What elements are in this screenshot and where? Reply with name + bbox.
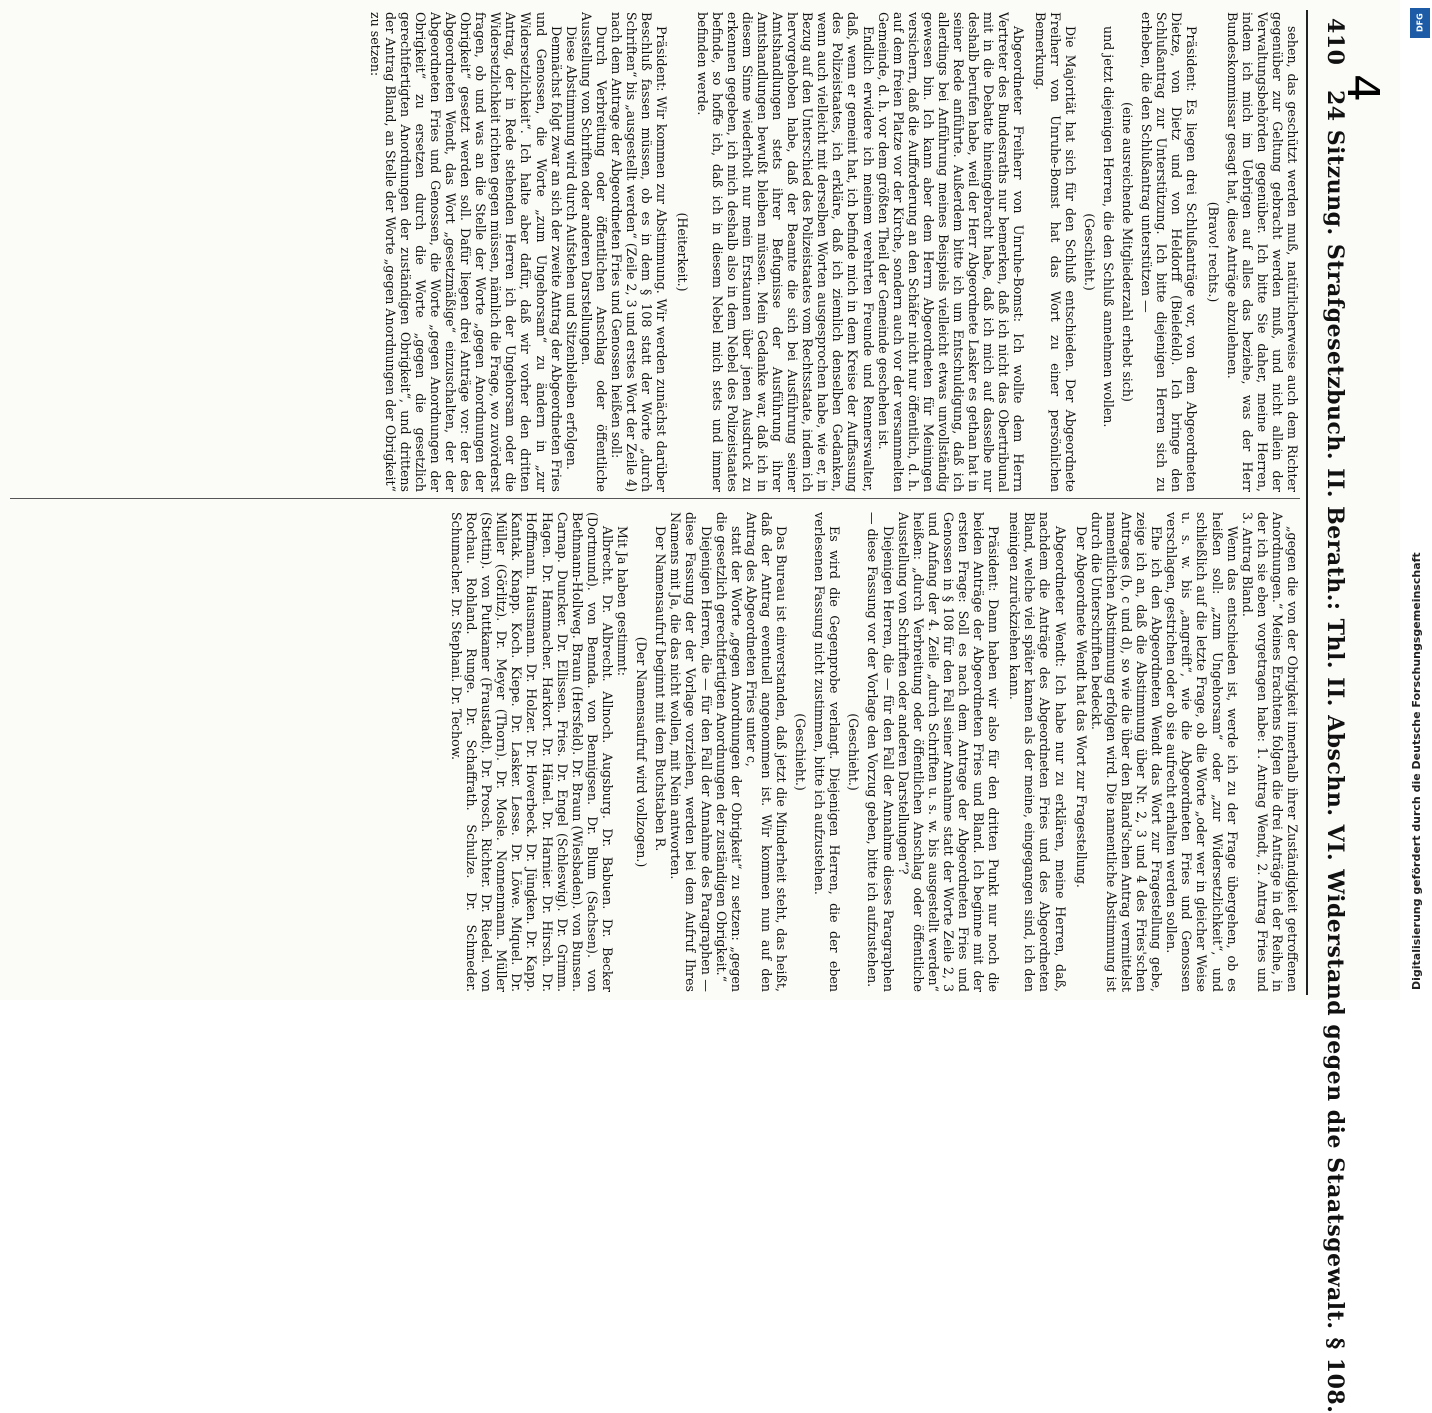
handwritten-page-mark: 4 — [1337, 74, 1388, 102]
left-text-column — [10, 12, 1300, 492]
paragraph: Diejenigen Herren, die — für den Fall der Annahme des Paragraphen — diese Fassung der der Vorlage vorziehen, werden bei dem Aufruf Ihres Namens mit Ja, die das nicht wollen, mit Nein antworten. — [668, 512, 714, 992]
paragraph: Es wird die Gegenprobe verlangt. Diejenigen Herren, die der eben verlesenen Fassung nicht zustimmen, bitte ich aufzustehen. — [812, 512, 843, 992]
paragraph: Abgeordneter Freiherr von Unruhe-Bomst: Ich wollte dem Herrn Vertreter des Bundesraths nur bemerken, daß ich nicht das Obertribunal mit in die Debatte hineingebracht habe, daß ich mich auf dasselbe nur deshalb berufen habe, weil der Herr Abgeordnete Lasker es gethan hat in seiner Rede anführte. Außerdem bitte ich um Entschuldigung, daß ich allerdings bei Anführung meines Beispiels vielleicht etwas unvollständig gewesen bin. Ich kann aber dem Herrn Abgeordneten für Meiningen versichern, daß die Aufforderung an den Schäfer nicht nur öffentlich, d. h. auf dem freien Platze vor der Kirche, sondern auch vor der versammelten Gemeinde, d. h. vor dem größten Theil der Gemeinde geschehen ist. — [875, 12, 1027, 492]
paragraph: und jetzt diejenigen Herren, die den Schluß annehmen wollen. — [1100, 26, 1116, 428]
paragraph: Mit Ja haben gestimmt: — [615, 526, 631, 677]
paragraph: (eine ausreichende Mitgliederzahl erhebt sich) — [1120, 102, 1136, 402]
paragraph: (Geschieht.) — [846, 713, 862, 791]
paragraph: Abgeordneter Wendt: Ich habe nur zu erklären, meine Herren, daß, nachdem die Anträge des Abgeordneten Fries und des Abgeordneten Bland, welche viel später kamen als der meine, eingegangen sind, ich den meinigen zurückziehen kann. — [1007, 512, 1068, 992]
paragraph: Ehe ich den Abgeordneten Wendt das Wort zur Fragestellung gebe, zeige ich an, daß die Abstimmung über Nr. 2, 3 und 4 des Fries'schen Antrages (b, c und d), so wie die über den Bland'schen Antrag vermittelst namentlichen Abstimmung erfolgen wird. Die namentliche Abstimmung ist durch die Unterschriften bedeckt. — [1088, 512, 1165, 992]
paragraph: Diese Abstimmung wird durch Aufstehen und Sitzenbleiben erfolgen. — [563, 26, 579, 470]
paragraph: Der Abgeordnete Wendt hat das Wort zur Fragestellung. — [1073, 526, 1089, 888]
paragraph: sehen, das geschützt werden muß, natürlicherweise auch dem Richter gegenüber zur Geltung gebracht werden muß, und nicht allein der Verwaltungsbehörden gegenüber. Ich bitte Sie daher, meine Herren, indem ich mich im Uebrigen auf alles das beziehe, was der Herr Bundeskommissar gesagt hat, diese Anträge abzulehnen. — [1224, 12, 1300, 492]
digitization-credit: Digitalisierung gefördert durch die Deutsche Forschungsgemeinschaft — [1410, 552, 1423, 990]
paragraph: Durch Verbreitung oder öffentlichen Anschlag oder öffentliche Ausstellung von Schriften oder anderen Darstellungen. — [578, 12, 609, 492]
running-title: 24 Sitzung. Strafgesetzbuch. II. Berath.: Thl. II. Abschn. VI. Widerstand gegen die Staatsgewalt. § 108. — [1322, 90, 1348, 1413]
right-text-column — [10, 512, 1300, 992]
paragraph: (Geschieht.) — [793, 713, 809, 791]
paragraph: „gegen die von der Obrigkeit innerhalb ihrer Zuständigkeit getroffenen Anordnungen.“ Meines Erachtens folgen die drei Anträge in der Reihe, in der ich sie eben vorgetragen habe: 1. Antrag Wendt, 2. Antrag Fries und 3. Antrag Bland. — [1239, 512, 1300, 992]
dfg-logo: DFG — [1410, 8, 1430, 38]
page-header — [1308, 0, 1348, 1413]
paragraph: (Bravo! rechts.) — [1205, 201, 1221, 303]
header-rule — [1306, 10, 1308, 995]
paragraph: (Heiterkeit.) — [675, 212, 691, 292]
paragraph: Der Namensaufruf beginnt mit dem Buchstaben R. — [653, 526, 669, 852]
paragraph: statt der Worte „gegen Anordnungen der Obrigkeit“ zu setzen: „gegen die gesetzlich gerechtfertigten Anordnungen der zuständigen Obrigkeit.“ — [713, 512, 744, 992]
paragraph: Das Bureau ist einverstanden, daß jetzt die Minderheit steht, das heißt, daß der Antrag eventuell angenommen ist. Wir kommen nun auf den Antrag des Abgeordneten Fries unter c, — [743, 512, 789, 992]
paragraph: Demnächst folgt zwar an sich der zweite Antrag der Abgeordneten Fries und Genossen, die Worte „zum Ungehorsam“ zu ändern in „zur Widersetzlichkeit“. Ich halte aber dafür, daß wir vorher den dritten Antrag, der in Rede stehenden Herren ich der Ungehorsam oder die Widersetzlichkeit richten gegen müssen, nämlich die Frage, wo zuvörderst fragen, ob und was an die Stelle der Worte „gegen Anordnungen der Obrigkeit“ gesetzt werden soll. Dafür liegen drei Anträge vor: der des Abgeordneten Wendt, das Wort „gesetzmäßige“ einzuschalten, der der Abgeordneten Fries und Genossen, die Worte „gegen Anordnungen der Obrigkeit“ zu ersetzen durch die Worte „gegen die gesetzlich gerechtfertigten Anordnungen der zuständigen Obrigkeit“, und drittens der Antrag Bland, an Stelle der Worte „gegen Anordnungen der Obrigkeit“ zu setzen: — [367, 12, 564, 492]
paragraph: Albrecht. Dr. Albrecht. Allnoch. Augsburg. Dr. Babuen. Dr. Becker (Dortmund). von Bennda. von Bennigsen. Dr. Blum (Sachsen). von Bethmann-Hollweg. Braun (Hersfeld). Dr. Braun (Wiesbaden). von Bunsen. Carnap. Duncker. Dr. Ellissen. Fries. Dr. Engel (Schleswig). Dr. Grimm. Hagen. Dr. Hammacher. Harkort. Dr. Hänel. Dr. Harnier. Dr. Hirsch. Dr. Hoffmann. Hausmann. Dr. Holzer. Dr. Hoverbeck. Dr. Jüngken. Dr. Kapp. Kantak. Knapp. Koch. Kiepe. Dr. Lasker. Lesse. Dr. Löwe. Miquel. Dr. Müller (Görlitz). Dr. Meyer (Thorn). Dr. Mosle. Nonnenmann. Müller (Stettin). von Puttkamer (Fraustadt). Dr. Prosch. Richter. Dr. Riedel. von Rochau. Rohland. Runge. Dr. Schaffrath. Schulze. Dr. Schmeder. Schumacher. Dr. Stephani. Dr. Techow. — [449, 512, 615, 992]
paragraph: Präsident: Dann haben wir also für den dritten Punkt nur noch die beiden Anträge der Abgeordneten Fries und Bland. Ich beginne mit der ersten Frage: Soll es nach dem Antrage der Abgeordneten Fries und Genossen in § 108 für den Fall seiner Annahme statt der Worte Zeile 2, 3 und Anfang der 4. Zeile „durch Schriften u. s. w. bis ausgestellt werden“ heißen: „durch Verbreitung oder öffentlichen Anschlag oder öffentliche Ausstellung von Schriften oder anderen Darstellungen“? — [895, 512, 1002, 992]
paragraph: (Der Namensaufruf wird vollzogen.) — [634, 636, 650, 868]
paragraph: Präsident: Wir kommen zur Abstimmung. Wir werden zunächst darüber Beschluß fassen müssen, ob es in dem § 108 statt der Worte „durch Schriften“ bis „ausgestellt werden“ (Zeile 2, 3 und erstes Wort der Zeile 4) nach dem Antrage der Abgeordneten Fries und Genossen heißen soll: — [609, 12, 670, 492]
paragraph: (Geschieht.) — [1081, 213, 1097, 291]
page-number: 410 — [1322, 18, 1348, 66]
paragraph: Wenn das entschieden ist, werde ich zu der Frage übergehen, ob es heißen soll: „zum Ungehorsam“ oder „zur Widersetzlichkeit“, und schließlich auf die letzte Frage, ob die Worte „oder wer in gleicher Weise u. s. w. bis „angreift“, wie die Abgeordneten Fries und Genossen verschlagen, gestrichen oder ob sie aufrecht erhalten werden sollen. — [1164, 512, 1240, 992]
paragraph: Diejenigen Herren, die — für den Fall der Annahme dieses Paragraphen — diese Fassung vor der Vorlage den Vorzug geben, bitte ich aufzustehen. — [865, 512, 896, 992]
paragraph: Präsident: Es liegen drei Schlußanträge vor, von dem Abgeordneten Dietze, von Dietz und von Heldorff (Bielefeld). Ich bringe den Schlußantrag zur Unterstützung. Ich bitte diejenigen Herren sich zu erheben, die den Schlußantrag unterstützen — — [1139, 12, 1200, 492]
paragraph: Die Majorität hat sich für den Schluß entschieden. Der Abgeordnete Freiherr von Unruhe-Bomst hat das Wort zu einer persönlichen Bemerkung. — [1032, 12, 1078, 492]
paragraph: Endlich erwidere ich meinem verehrten Freunde und Rennerswalter, daß, wenn er gemeint hat, ich befinde mich in dem Kreise der Auffassung des Polizeistaates, ich erkläre, daß ich ziemlich denselben Gedanken, wenn auch vielleicht mit derselben Worten ausgesprochen habe, wie er, in Bezug auf den Unterschied des Polizeistaates vom Rechtsstaate, indem ich hervorgehoben habe, daß der Beamte die sich bei Ausführung seiner Amtshandlungen stets ihrer Befugnisse der Ausführung ihrer Amtshandlungen bewußt bleiben müssen. Mein Gedanke war, daß ich in diesem Sinne wiederholt nur mein Erstaunen über jenen Ausdruck zu erkennen gegeben, ich mich deshalb also in dem Nebel des Polizeistaates befinde, so hoffe ich, daß ich in diesem Nebel mich stets und immer befinden werde. — [694, 12, 876, 492]
column-divider — [10, 498, 1300, 499]
